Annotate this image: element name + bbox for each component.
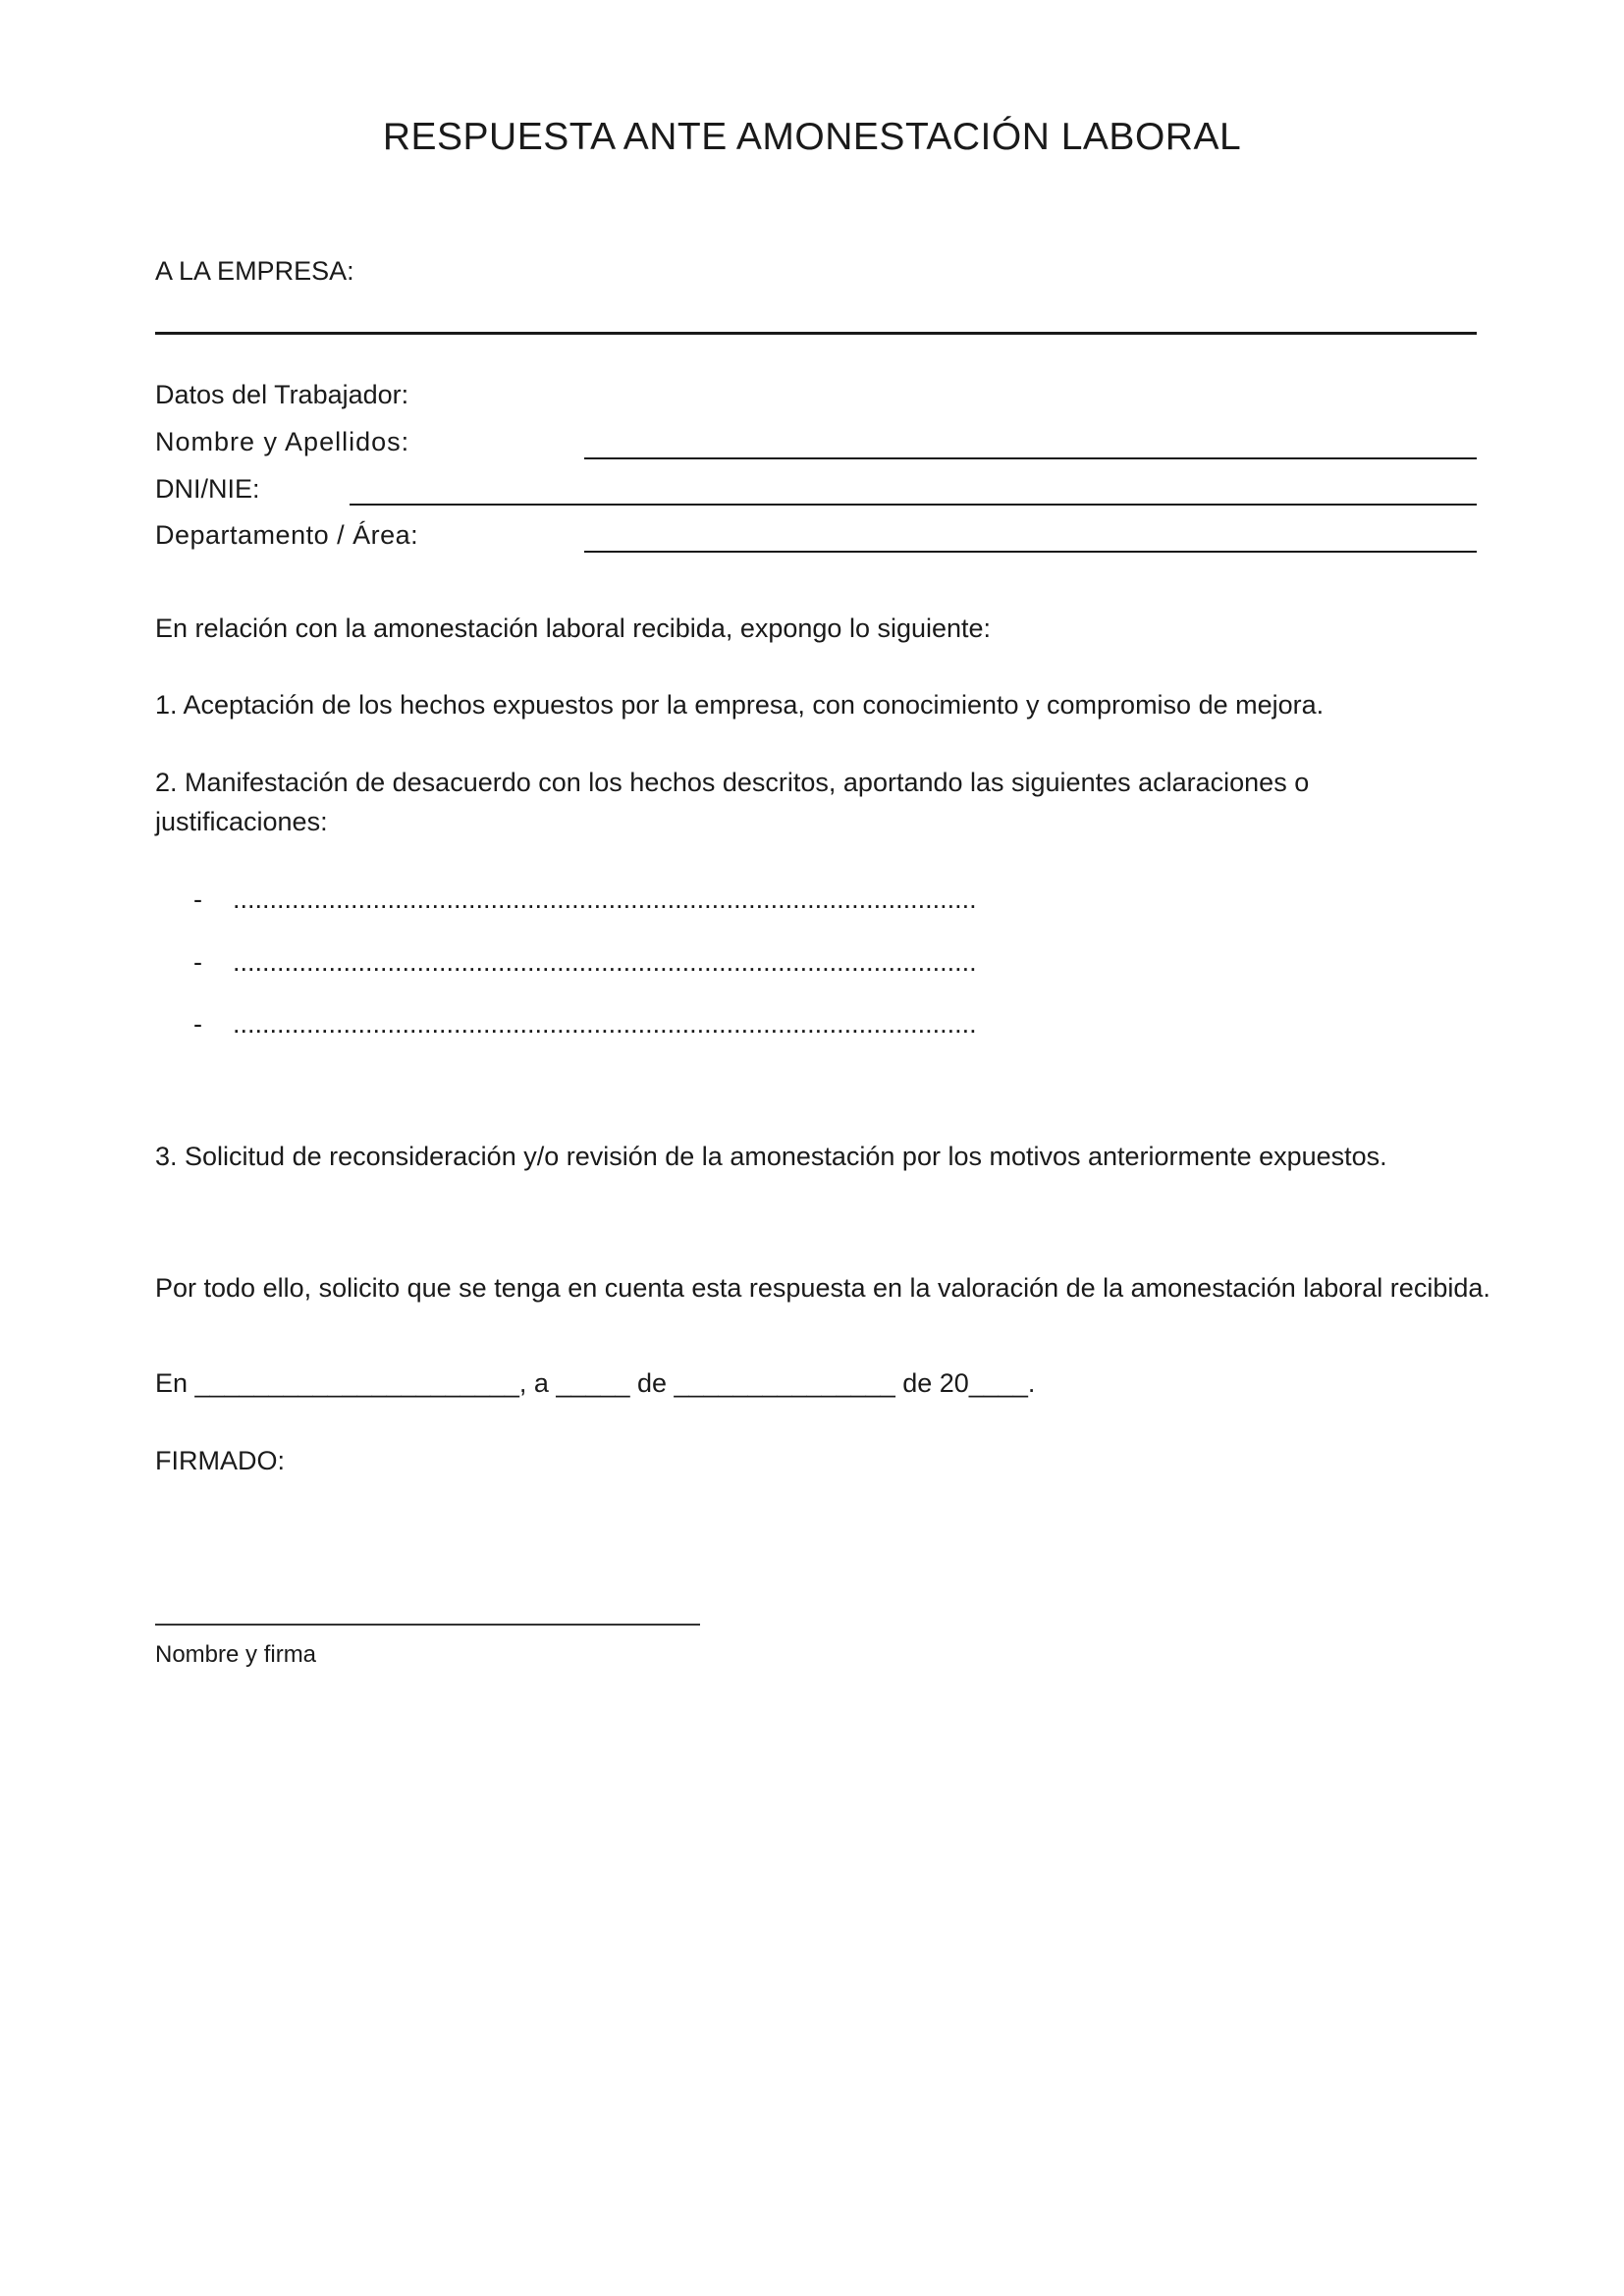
date-line[interactable]: En ______________________, a _____ de _______________ de 20____. — [155, 1368, 1036, 1398]
bullet-dotted-line[interactable]: ..................................................................................................... — [233, 884, 977, 914]
point-2-line-1: 2. Manifestación de desacuerdo con los hechos descritos, aportando las siguientes aclaraciones o — [155, 768, 1310, 797]
department-label: Departamento / Área: — [155, 520, 419, 550]
company-line[interactable] — [155, 332, 1477, 335]
bullet-dotted-line[interactable]: ..................................................................................................... — [233, 947, 977, 977]
conclusion-paragraph: Por todo ello, solicito que se tenga en cuenta esta respuesta en la valoración de la amonestación laboral recibida. — [155, 1273, 1490, 1303]
worker-heading: Datos del Trabajador: — [155, 380, 409, 409]
page-title: RESPUESTA ANTE AMONESTACIÓN LABORAL — [382, 116, 1242, 158]
point-2-line-2: justificaciones: — [155, 807, 328, 836]
id-line[interactable] — [350, 504, 1477, 506]
bullet-dash: - — [193, 1009, 202, 1039]
signature-caption: Nombre y firma — [155, 1641, 317, 1668]
name-label: Nombre y Apellidos: — [155, 427, 410, 456]
company-label: A LA EMPRESA: — [155, 256, 354, 286]
intro-paragraph: En relación con la amonestación laboral recibida, expongo lo siguiente: — [155, 614, 992, 643]
signed-label: FIRMADO: — [155, 1446, 285, 1475]
name-line[interactable] — [584, 457, 1477, 459]
bullet-dash: - — [193, 947, 202, 977]
signature-line[interactable] — [155, 1624, 700, 1626]
department-line[interactable] — [584, 551, 1477, 553]
point-3: 3. Solicitud de reconsideración y/o revisión de la amonestación por los motivos anteriormente expuestos. — [155, 1142, 1387, 1171]
bullet-dotted-line[interactable]: ..................................................................................................... — [233, 1009, 977, 1039]
id-label: DNI/NIE: — [155, 474, 260, 504]
bullet-dash: - — [193, 884, 202, 914]
point-1: 1. Aceptación de los hechos expuestos por la empresa, con conocimiento y compromiso de mejora. — [155, 690, 1325, 720]
